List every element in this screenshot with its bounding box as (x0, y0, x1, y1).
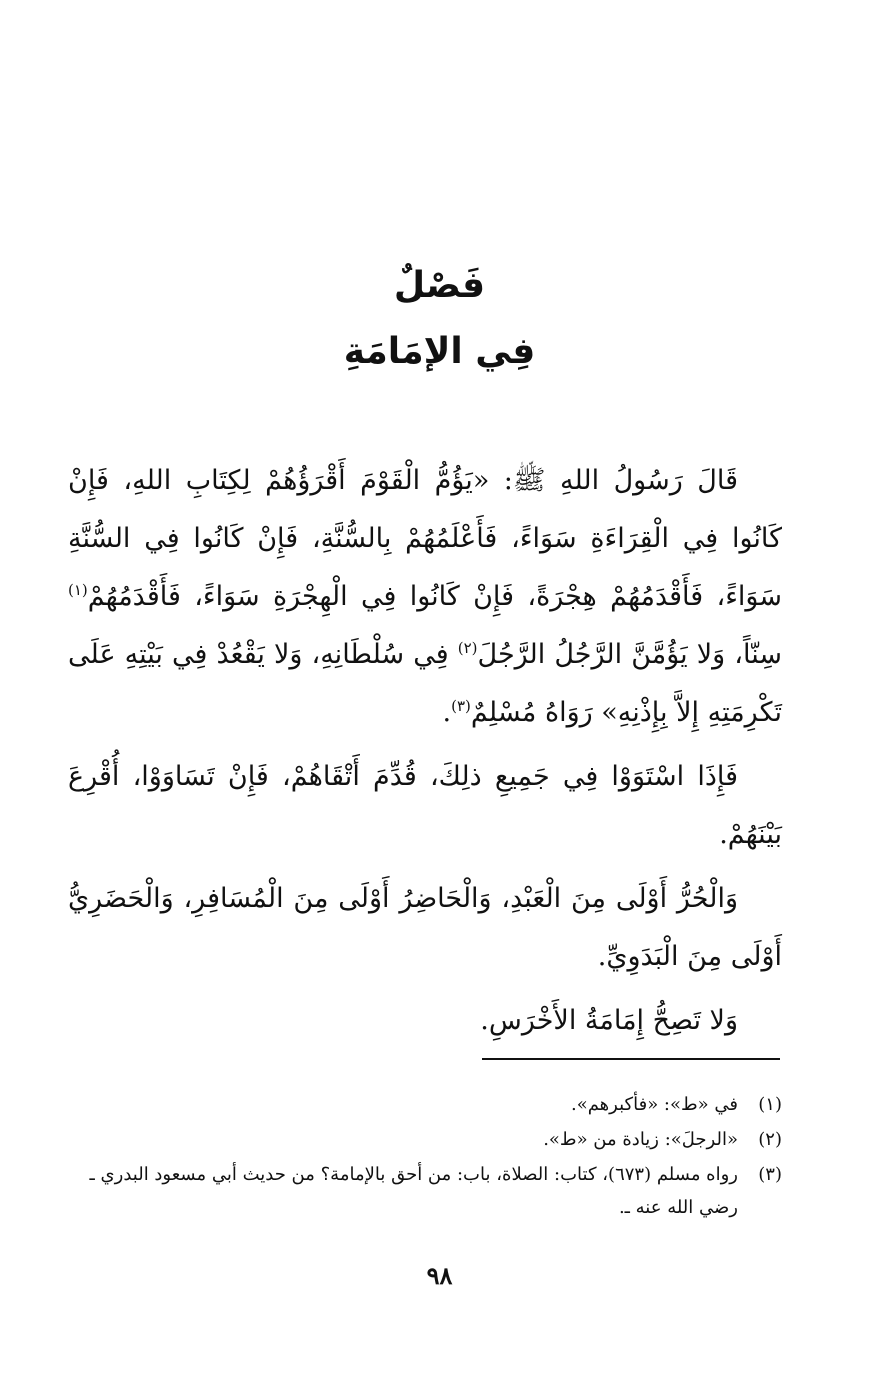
paragraph (68, 452, 782, 742)
paragraph (68, 748, 782, 864)
paragraph (68, 992, 782, 1050)
paragraph (68, 870, 782, 986)
footnote-reference: (١) (68, 581, 88, 599)
text-segment: وَلا تَصِحُّ إِمَامَةُ الأَخْرَسِ. (480, 1005, 738, 1036)
text-segment: فَإِذَا اسْتَوَوْا فِي جَمِيعِ ذلِكَ، قُدِّمَ أَتْقَاهُمْ، فَإِنْ تَسَاوَوْا، أُقْرِعَ بَيْنَهُمْ. (68, 761, 782, 850)
text-segment: سِنّاً، وَلا يَؤُمَّنَّ الرَّجُلُ الرَّجُلَ (477, 639, 783, 670)
footnotes (60, 1088, 782, 1226)
footnote-number: (٣) (758, 1164, 782, 1185)
footnote-text: «الرجلَ»: زيادة من «ط». (543, 1129, 738, 1150)
text-segment: فِي سُلْطَانِهِ، وَلا يَقْعُدْ فِي بَيْتِهِ عَلَى تَكْرِمَتِهِ إِلاَّ بِإِذْنِهِ» رَوَاهُ مُسْلِمٌ (68, 639, 782, 728)
footnote-text: رواه مسلم (٦٧٣)، كتاب: الصلاة، باب: من أحق بالإمامة؟ من حديث أبي مسعود البدري ـ رضي الله عنه ـ. (89, 1164, 738, 1218)
text-segment: قَالَ رَسُولُ اللهِ ﷺ: «يَؤُمُّ الْقَوْمَ أَقْرَؤُهُمْ لِكِتَابِ اللهِ، فَإِنْ كَانُوا فِي الْقِرَاءَةِ سَوَاءً، فَأَعْلَمُهُمْ بِالسُّنَّةِ، فَإِنْ كَانُوا فِي السُّنَّةِ سَوَاءً، فَأَقْدَمُهُمْ هِجْرَةً، فَإِنْ كَانُوا فِي الْهِجْرَةِ سَوَاءً، فَأَقْدَمُهُمْ (68, 465, 782, 612)
section-subtitle: فِي الإمَامَةِ (343, 331, 536, 372)
footnote-reference: (٣) (451, 697, 471, 715)
footnote-reference: (٢) (457, 639, 478, 657)
text-segment: . (442, 697, 452, 728)
footnote-2 (60, 1123, 782, 1156)
footnote-number: (١) (758, 1094, 782, 1115)
footnote-separator (482, 1058, 780, 1060)
section-title: فَصْلٌ (393, 265, 486, 306)
footnote-text: في «ط»: «فأكبرهم». (570, 1094, 738, 1115)
footnote-number: (٢) (758, 1129, 782, 1150)
footnote-3 (60, 1158, 782, 1224)
page-number: ٩٨ (426, 1261, 453, 1290)
footnote-1 (60, 1088, 782, 1121)
main-text (68, 452, 782, 1056)
text-segment: وَالْحُرُّ أَوْلَى مِنَ الْعَبْدِ، وَالْحَاضِرُ أَوْلَى مِنَ الْمُسَافِرِ، وَالْحَضَرِيُّ أَوْلَى مِنَ الْبَدَوِيِّ. (68, 883, 782, 972)
